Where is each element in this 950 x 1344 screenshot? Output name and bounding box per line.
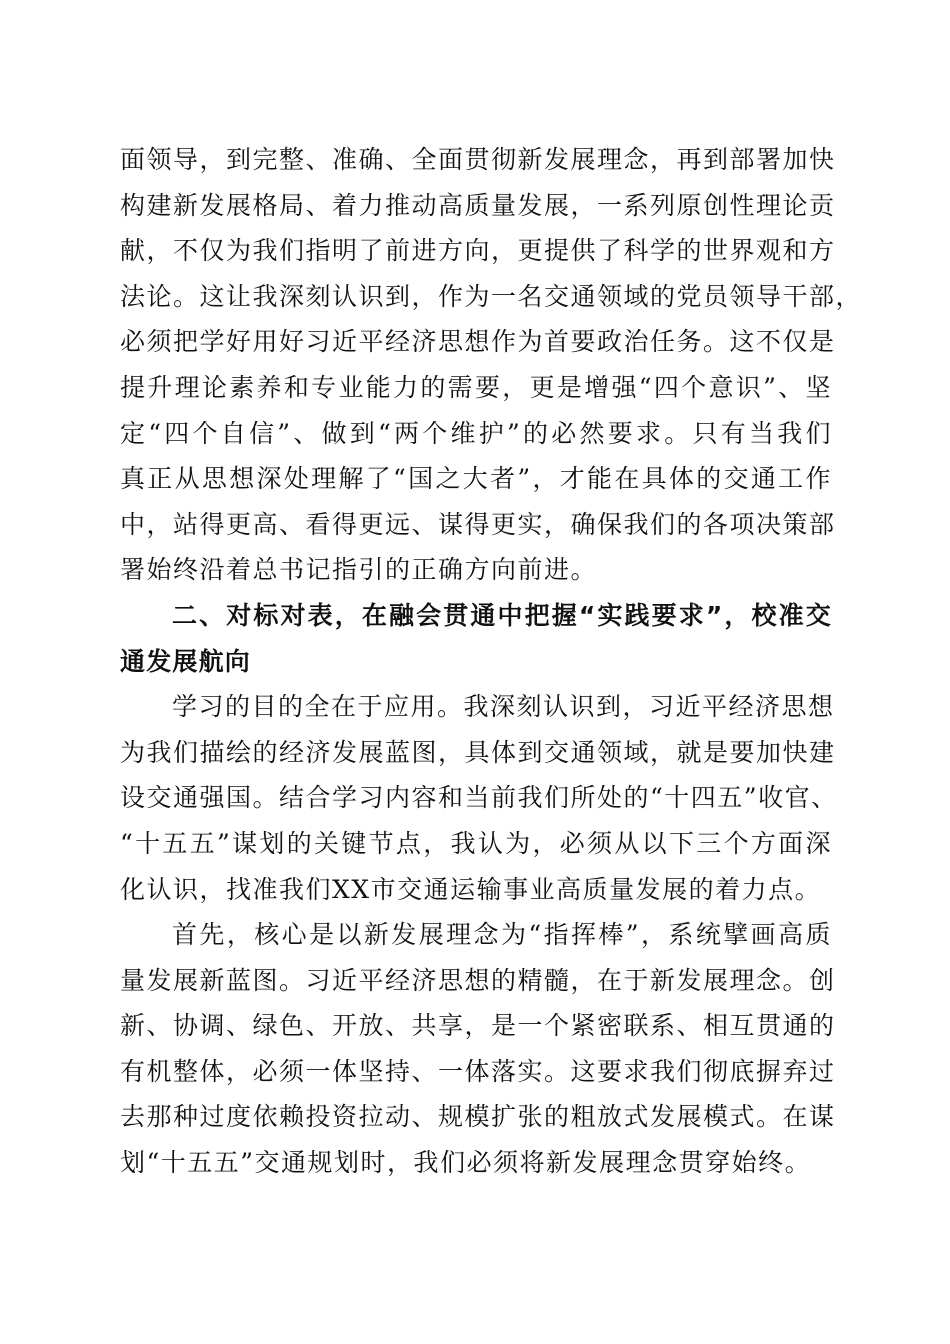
heading-line: 二、对标对表，在融会贯通中把握“实践要求”，校准交: [172, 600, 832, 630]
text-line: 真正从思想深处理解了“国之大者”，才能在具体的交通工作: [120, 464, 832, 494]
text-line: 中，站得更高、看得更远、谋得更实，确保我们的各项决策部: [120, 509, 836, 539]
text-line: 首先，核心是以新发展理念为“指挥棒”，系统擘画高质: [172, 920, 832, 950]
text-line: 必须把学好用好习近平经济思想作为首要政治任务。这不仅是: [120, 327, 836, 357]
text-line: 去那种过度依赖投资拉动、规模扩张的粗放式发展模式。在谋: [120, 1102, 836, 1132]
text-line: 划“十五五”交通规划时，我们必须将新发展理念贯穿始终。: [120, 1148, 812, 1178]
document-body: [120, 137, 863, 1186]
paragraph: [120, 684, 838, 912]
text-line: 设交通强国。结合学习内容和当前我们所处的“十四五”收官、: [120, 783, 838, 813]
paragraph: [120, 912, 836, 1186]
paragraph-continued: [120, 137, 863, 593]
section-heading: [120, 593, 832, 684]
text-line: 定“四个自信”、做到“两个维护”的必然要求。只有当我们: [120, 418, 832, 448]
text-line: 署始终沿着总书记指引的正确方向前进。: [120, 555, 598, 585]
text-line: “十五五”谋划的关键节点，我认为，必须从以下三个方面深: [120, 828, 832, 858]
text-line: 献，不仅为我们指明了前进方向，更提供了科学的世界观和方: [120, 236, 836, 266]
text-line: 为我们描绘的经济发展蓝图，具体到交通领域，就是要加快建: [120, 737, 836, 767]
text-line: 构建新发展格局、着力推动高质量发展，一系列原创性理论贡: [120, 190, 836, 220]
text-line: 量发展新蓝图。习近平经济思想的精髓，在于新发展理念。创: [120, 965, 836, 995]
text-line: 化认识，找准我们XX市交通运输事业高质量发展的着力点。: [120, 874, 822, 904]
heading-line: 通发展航向: [120, 646, 252, 676]
text-line: 法论。这让我深刻认识到，作为一名交通领域的党员领导干部，: [120, 281, 863, 311]
text-line: 有机整体，必须一体坚持、一体落实。这要求我们彻底摒弃过: [120, 1056, 836, 1086]
text-line: 学习的目的全在于应用。我深刻认识到，习近平经济思想: [172, 692, 835, 722]
text-line: 新、协调、绿色、开放、共享，是一个紧密联系、相互贯通的: [120, 1011, 836, 1041]
text-line: 提升理论素养和专业能力的需要，更是增强“四个意识”、坚: [120, 372, 832, 402]
text-line: 面领导，到完整、准确、全面贯彻新发展理念，再到部署加快: [120, 145, 836, 174]
